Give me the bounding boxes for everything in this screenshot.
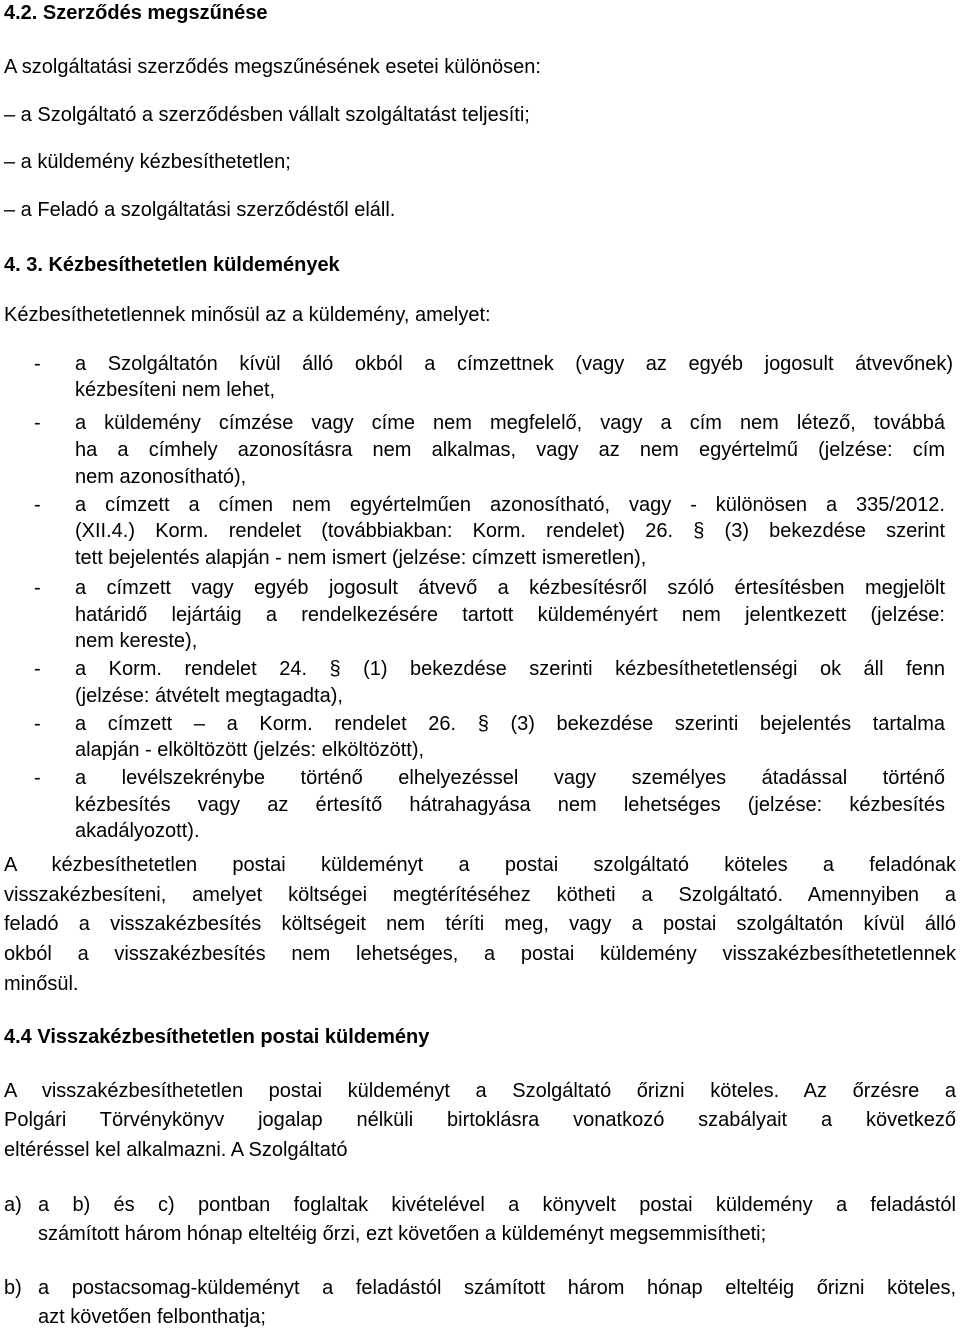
list-item-text: számított három hónap elteltéig őrzi, ezt követően a küldeményt megsemmisítheti; [38, 1223, 767, 1245]
bullet-dash: - [34, 658, 41, 680]
paragraph-line: feladó a visszakézbesítés költségeit nem téríti meg, vagy a postai szolgáltatón kívül álló [4, 913, 956, 935]
paragraph-line: eltéréssel kel alkalmazni. A Szolgáltató [4, 1139, 348, 1161]
section-heading-4-2: 4.2. Szerződés megszűnése [4, 2, 268, 24]
list-marker: b) [4, 1277, 22, 1299]
bullet-text: nem azonosítható), [75, 466, 247, 488]
bullet-text: tett bejelentés alapján - nem ismert (jelzése: címzett ismeretlen), [75, 547, 647, 569]
bullet-dash: - [34, 577, 41, 599]
list-item: – a küldemény kézbesíthetetlen; [4, 151, 291, 173]
section-heading-4-3: 4. 3. Kézbesíthetetlen küldemények [4, 254, 340, 276]
bullet-text: ha a címhely azonosításra nem alkalmas, vagy az nem egyértelmű (jelzése: cím [75, 439, 945, 461]
bullet-dash: - [34, 353, 41, 375]
bullet-text: alapján - elköltözött (jelzés: elköltözött), [75, 739, 425, 761]
list-item-text: a postacsomag-küldeményt a feladástól számított három hónap elteltéig őrizni köteles, [38, 1277, 956, 1299]
paragraph-line: okból a visszakézbesítés nem lehetséges, a postai küldemény visszakézbesíthetetlennek [4, 943, 956, 965]
list-item: – a Feladó a szolgáltatási szerződéstől eláll. [4, 199, 396, 221]
bullet-text: kézbesítés vagy az értesítő hátrahagyása nem lehetséges (jelzése: kézbesítés [75, 794, 945, 816]
list-marker: a) [4, 1194, 22, 1216]
bullet-text: (XII.4.) Korm. rendelet (továbbiakban: Korm. rendelet) 26. § (3) bekezdése szerint [75, 520, 945, 542]
paragraph-line: A visszakézbesíthetetlen postai küldeményt a Szolgáltató őrizni köteles. Az őrzésre a [4, 1080, 956, 1102]
bullet-text: a címzett – a Korm. rendelet 26. § (3) bekezdése szerinti bejelentés tartalma [75, 713, 945, 735]
section-intro: A szolgáltatási szerződés megszűnésének esetei különösen: [4, 56, 541, 78]
bullet-dash: - [34, 767, 41, 789]
bullet-text: a címzett vagy egyéb jogosult átvevő a kézbesítésről szóló értesítésben megjelölt [75, 577, 945, 599]
bullet-text: (jelzése: átvételt megtagadta), [75, 685, 343, 707]
paragraph-line: Polgári Törvénykönyv jogalap nélküli birtoklásra vonatkozó szabályait a következő [4, 1109, 956, 1131]
paragraph-line: visszakézbesíteni, amelyet költségei megtérítéséhez kötheti a Szolgáltató. Amennyiben a [4, 884, 956, 906]
bullet-dash: - [34, 494, 41, 516]
section-heading-4-4: 4.4 Visszakézbesíthetetlen postai küldemény [4, 1026, 430, 1048]
bullet-text: a Szolgáltatón kívül álló okból a címzettnek (vagy az egyéb jogosult átvevőnek) [75, 353, 953, 375]
list-item-text: a b) és c) pontban foglaltak kivételével a könyvelt postai küldemény a feladástól [38, 1194, 956, 1216]
bullet-text: a Korm. rendelet 24. § (1) bekezdése szerinti kézbesíthetetlenségi ok áll fenn [75, 658, 945, 680]
paragraph-line: A kézbesíthetetlen postai küldeményt a postai szolgáltató köteles a feladónak [4, 854, 956, 876]
bullet-text: kézbesíteni nem lehet, [75, 379, 276, 401]
section-intro: Kézbesíthetetlennek minősül az a küldemény, amelyet: [4, 304, 491, 326]
bullet-dash: - [34, 713, 41, 735]
list-item: – a Szolgáltató a szerződésben vállalt szolgáltatást teljesíti; [4, 104, 530, 126]
bullet-dash: - [34, 412, 41, 434]
bullet-text: nem kereste), [75, 630, 198, 652]
bullet-text: a küldemény címzése vagy címe nem megfelelő, vagy a cím nem létező, továbbá [75, 412, 945, 434]
paragraph-line: minősül. [4, 973, 79, 995]
bullet-text: a levélszekrénybe történő elhelyezéssel vagy személyes átadással történő [75, 767, 945, 789]
bullet-text: a címzett a címen nem egyértelműen azonosítható, vagy - különösen a 335/2012. [75, 494, 945, 516]
bullet-text: határidő lejártáig a rendelkezésére tartott küldeményért nem jelentkezett (jelzése: [75, 604, 945, 626]
list-item-text: azt követően felbonthatja; [38, 1306, 266, 1328]
bullet-text: akadályozott). [75, 820, 200, 842]
